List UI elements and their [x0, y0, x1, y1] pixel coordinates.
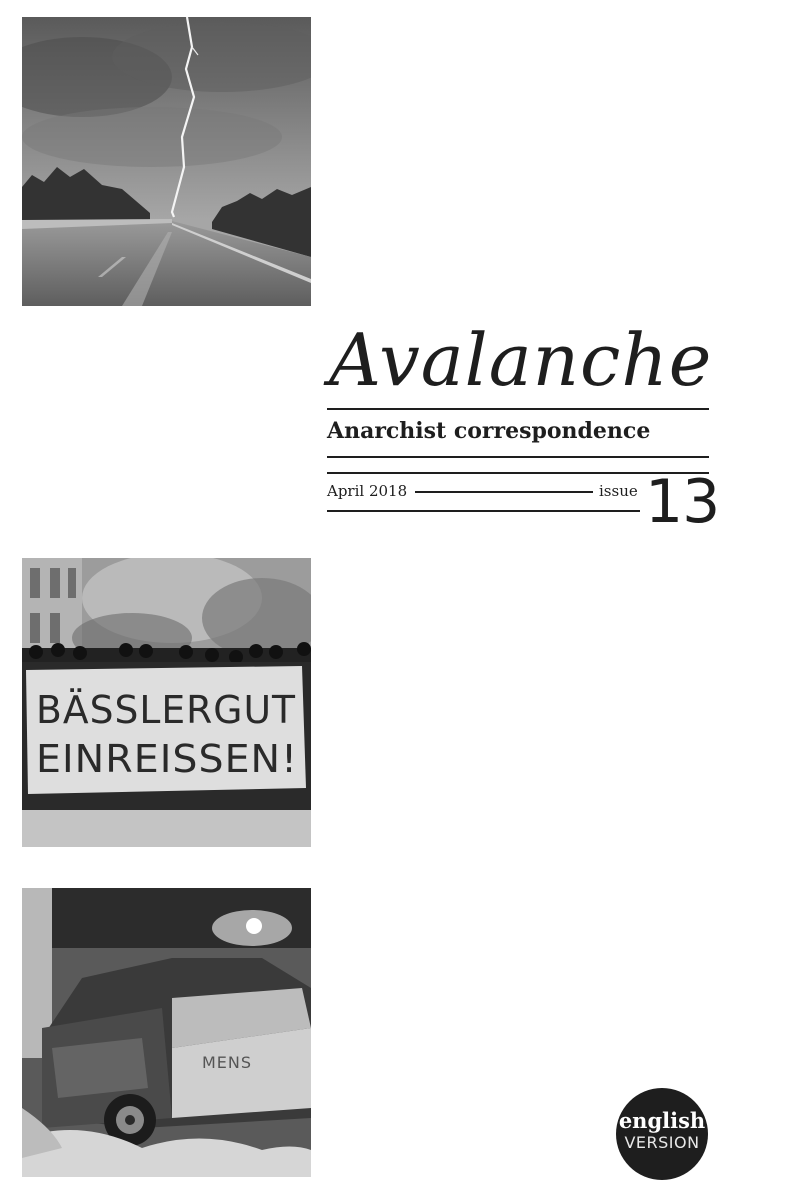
language-badge — [616, 1088, 708, 1180]
photo-protest-banner — [22, 558, 311, 847]
photo-lightning-highway — [22, 17, 311, 306]
magazine-title: Avalanche — [329, 318, 713, 402]
lightning-highway-image — [22, 17, 311, 306]
issue-leader-line — [415, 491, 593, 493]
subtitle-rule — [327, 456, 709, 458]
banner-text-line-2: EINREISSEN! — [36, 737, 298, 781]
protest-banner-image — [22, 558, 311, 847]
masthead — [327, 318, 720, 544]
issue-bottom-rule — [327, 510, 640, 512]
burnt-car-image — [22, 888, 311, 1177]
magazine-subtitle: Anarchist correspondence — [327, 418, 651, 444]
photo-burnt-car — [22, 888, 311, 1177]
car-door-text: MENS — [202, 1053, 253, 1072]
issue-date: April 2018 — [327, 482, 408, 500]
issue-label: issue — [599, 482, 638, 500]
issue-number: 13 — [645, 467, 720, 537]
badge-language: english — [618, 1108, 706, 1133]
badge-version: VERSION — [624, 1133, 700, 1152]
banner-text-line-1: BÄSSLERGUT — [36, 688, 296, 732]
issue-info — [327, 467, 720, 544]
